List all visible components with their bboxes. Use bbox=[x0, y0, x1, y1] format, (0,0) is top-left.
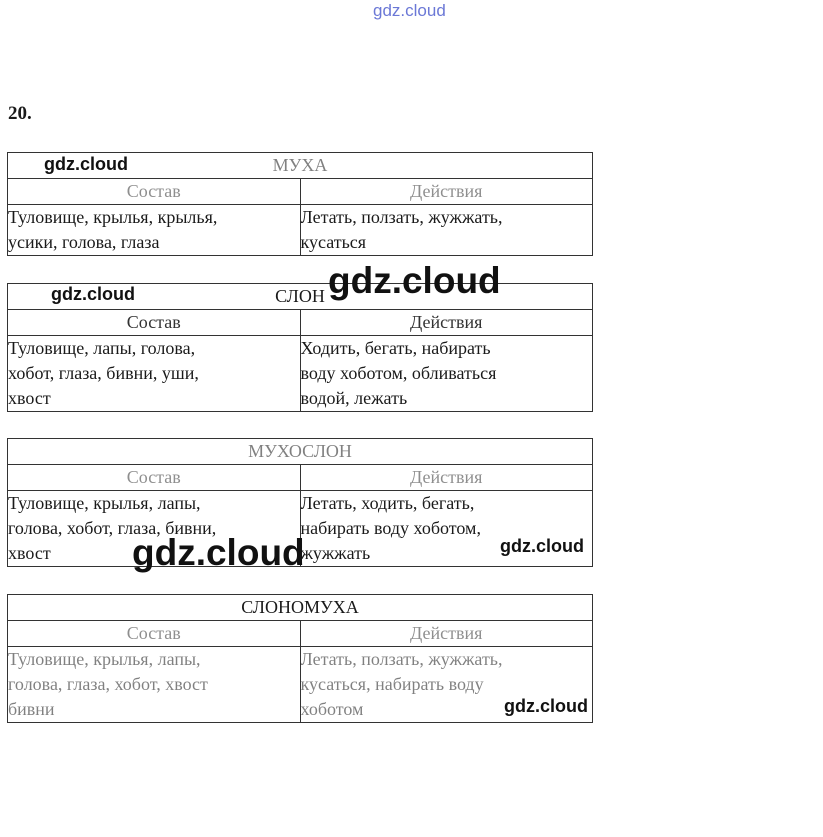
task-number: 20. bbox=[8, 103, 32, 124]
column-header-composition: Состав bbox=[8, 310, 301, 336]
watermark: gdz.cloud bbox=[328, 260, 501, 301]
text-line: голова, глаза, хобот, хвост bbox=[8, 674, 208, 694]
text-line: водой, лежать bbox=[300, 388, 408, 408]
text-line: хоботом bbox=[300, 699, 364, 719]
text-line: хвост bbox=[8, 543, 51, 563]
column-header-composition: Состав bbox=[8, 621, 301, 647]
column-header-actions: Действия bbox=[300, 621, 593, 647]
watermark-top: gdz.cloud bbox=[373, 1, 446, 20]
column-header-actions: Действия bbox=[300, 179, 593, 205]
watermark: gdz.cloud bbox=[132, 532, 305, 573]
text-line: кусаться bbox=[300, 232, 367, 252]
text-line: Летать, ползать, жужжать, bbox=[300, 649, 503, 669]
watermark: gdz.cloud bbox=[47, 284, 139, 305]
table-title: СЛОН bbox=[8, 284, 593, 310]
composition-cell bbox=[8, 336, 301, 412]
text-line: голова, хобот, глаза, бивни, bbox=[8, 518, 217, 538]
text-line: набирать воду хоботом, bbox=[300, 518, 481, 538]
text-line: Летать, ползать, жужжать, bbox=[300, 207, 503, 227]
text-line: Туловище, крылья, лапы, bbox=[8, 493, 201, 513]
text-line: жужжать bbox=[300, 543, 371, 563]
actions-cell bbox=[300, 336, 593, 412]
composition-cell bbox=[8, 647, 301, 723]
text-line: кусаться, набирать воду bbox=[300, 674, 484, 694]
watermark: gdz.cloud bbox=[40, 154, 132, 175]
table-title: МУХОСЛОН bbox=[8, 439, 593, 465]
text-line: усики, голова, глаза bbox=[8, 232, 160, 252]
text-line: бивни bbox=[8, 699, 55, 719]
table-title: СЛОНОМУХА bbox=[8, 595, 593, 621]
watermark: gdz.cloud bbox=[500, 536, 584, 556]
text-line: хвост bbox=[8, 388, 51, 408]
column-header-actions: Действия bbox=[300, 465, 593, 491]
text-line: Туловище, лапы, голова, bbox=[8, 338, 196, 358]
column-header-composition: Состав bbox=[8, 465, 301, 491]
text-line: воду хоботом, обливаться bbox=[300, 363, 497, 383]
text-line: Туловище, крылья, лапы, bbox=[8, 649, 201, 669]
text-line: хобот, глаза, бивни, уши, bbox=[8, 363, 199, 383]
watermark: gdz.cloud bbox=[504, 696, 588, 716]
text-line: Ходить, бегать, набирать bbox=[300, 338, 491, 358]
column-header-composition: Состав bbox=[8, 179, 301, 205]
text-line: Туловище, крылья, крылья, bbox=[8, 207, 218, 227]
text-line: Летать, ходить, бегать, bbox=[300, 493, 475, 513]
composition-cell bbox=[8, 205, 301, 256]
actions-cell bbox=[300, 205, 593, 256]
table-title: МУХА bbox=[8, 153, 593, 179]
column-header-actions: Действия bbox=[300, 310, 593, 336]
